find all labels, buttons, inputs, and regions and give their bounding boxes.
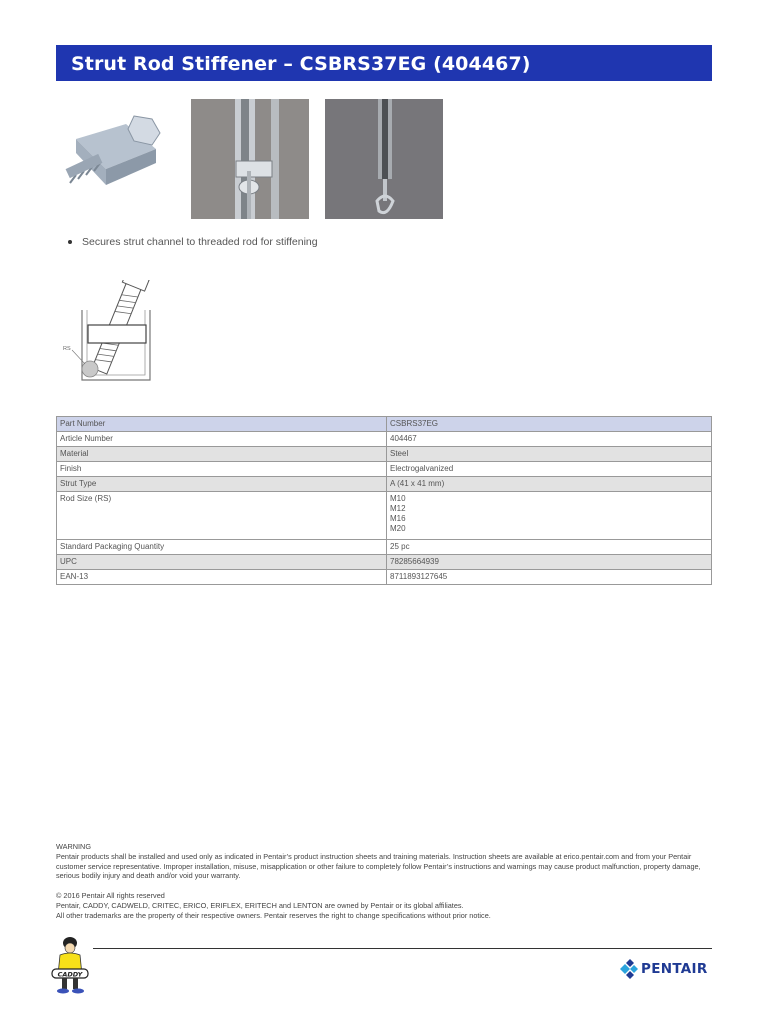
product-photo-rod	[325, 99, 443, 219]
rod-size-value: M12	[390, 504, 406, 513]
rod-size-label: RS	[63, 346, 71, 352]
caddy-wordmark: CADDY	[57, 970, 83, 979]
trademarks-owned: Pentair, CADDY, CADWELD, CRITEC, ERICO, ERIFLEX, ERITECH and LENTON are owned by Pentair or its global affiliates.	[56, 900, 464, 910]
spec-value: A (41 x 41 mm)	[387, 477, 712, 492]
spec-label: Rod Size (RS)	[57, 492, 387, 540]
spec-value: 78285664939	[387, 555, 712, 570]
footer-divider	[93, 948, 712, 949]
spec-label: Article Number	[57, 432, 387, 447]
specs-table	[56, 416, 712, 585]
footer-notice	[56, 842, 716, 920]
feature-text: Secures strut channel to threaded rod for stiffening	[82, 236, 318, 248]
table-row	[57, 492, 712, 540]
technical-diagram	[60, 280, 160, 385]
spec-label: Finish	[57, 462, 387, 477]
table-row	[57, 570, 712, 585]
table-row	[57, 477, 712, 492]
pentair-logo	[620, 955, 708, 983]
table-row	[57, 540, 712, 555]
pentair-mark-icon	[620, 959, 638, 979]
spec-label: UPC	[57, 555, 387, 570]
spec-value: CSBRS37EG	[387, 417, 712, 432]
copyright: © 2016 Pentair All rights reserved	[56, 890, 165, 900]
caddy-mascot-logo	[50, 935, 92, 995]
spec-value: 8711893127645	[387, 570, 712, 585]
warning-title: WARNING	[56, 842, 91, 851]
product-photo-part	[56, 99, 176, 219]
trademarks-other: All other trademarks are the property of their respective owners. Pentair reserves the right to change specifications without prior notice.	[56, 910, 491, 920]
table-row	[57, 447, 712, 462]
warning-text: Pentair products shall be installed and used only as indicated in Pentair’s product instruction sheets and training materials. Instruction sheets are available at erico.pentair.com and from your Pentair customer service representative. Improper installation, misuse, misapplication or other failure to completely follow Pentair’s instructions and warnings may cause product malfunction, property damage, serious bodily injury and death and/or void your warranty.	[56, 851, 701, 881]
table-row	[57, 432, 712, 447]
bullet-dot	[68, 240, 72, 244]
table-row	[57, 417, 712, 432]
rod-size-value: M20	[390, 524, 406, 533]
spec-label: Strut Type	[57, 477, 387, 492]
rod-size-value: M10	[390, 494, 406, 503]
title-bar	[56, 45, 712, 81]
spec-value: 25 pc	[387, 540, 712, 555]
spec-value: Steel	[387, 447, 712, 462]
spec-label: Standard Packaging Quantity	[57, 540, 387, 555]
product-photo-installed	[191, 99, 309, 219]
spec-label: EAN-13	[57, 570, 387, 585]
spec-value: 404467	[387, 432, 712, 447]
spec-value: Electrogalvanized	[387, 462, 712, 477]
table-row	[57, 555, 712, 570]
spec-value-list	[387, 492, 712, 540]
feature-bullet	[68, 236, 318, 248]
rod-size-value: M16	[390, 514, 406, 523]
page-title: Strut Rod Stiffener – CSBRS37EG (404467)	[71, 53, 531, 75]
pentair-wordmark: PENTAIR	[641, 961, 708, 977]
spec-label: Part Number	[57, 417, 387, 432]
table-row	[57, 462, 712, 477]
spec-label: Material	[57, 447, 387, 462]
